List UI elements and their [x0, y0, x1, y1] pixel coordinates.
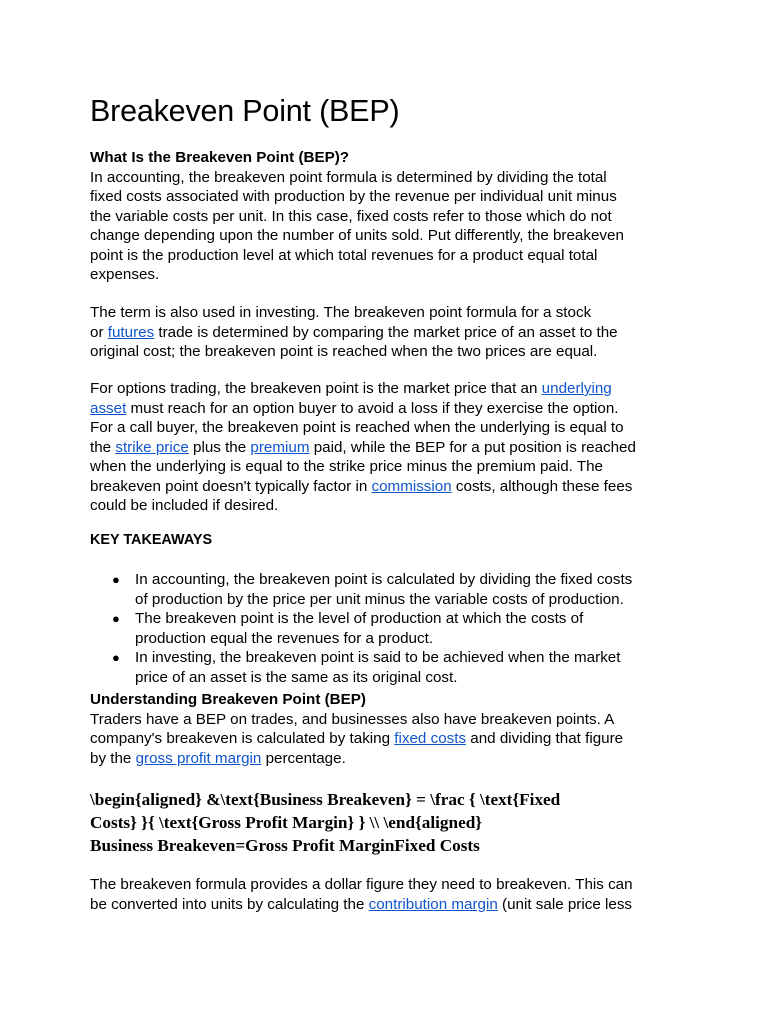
paragraph-line: In accounting, the breakeven point formula is determined by dividing the total: [90, 168, 607, 186]
text-run: costs, although these fees: [451, 477, 633, 495]
key-takeaways-list: [112, 570, 686, 687]
text-run: plus the: [188, 438, 251, 456]
link-strike-price[interactable]: strike price: [115, 438, 189, 456]
list-item-line: production equal the revenues for a product.: [135, 629, 434, 647]
paragraph-line: could be included if desired.: [90, 497, 279, 514]
paragraph-line: For a call buyer, the breakeven point is reached when the underlying is equal to: [90, 419, 624, 436]
text-run: must reach for an option buyer to avoid a loss if they exercise the option.: [126, 399, 619, 417]
paragraph-line: original cost; the breakeven point is reached when the two prices are equal.: [90, 343, 598, 360]
paragraph-investing: [90, 303, 686, 362]
link-commission[interactable]: commission: [371, 477, 452, 495]
paragraph-line: The term is also used in investing. The breakeven point formula for a stock: [90, 304, 592, 321]
key-takeaways-heading: KEY TAKEAWAYS: [90, 532, 213, 548]
text-run: the: [90, 438, 116, 456]
text-run: be converted into units by calculating the: [90, 895, 369, 913]
paragraph-line: expenses.: [90, 266, 160, 283]
list-item: [112, 648, 686, 687]
paragraph-line: [90, 477, 686, 497]
bullet-icon: ●: [112, 611, 120, 626]
list-item: [112, 570, 686, 609]
paragraph-line: [90, 749, 686, 769]
key-takeaways-section: [90, 531, 686, 551]
link-futures[interactable]: futures: [107, 323, 155, 341]
paragraph-breakeven-formula: [90, 875, 686, 914]
formula-block: [90, 788, 690, 857]
link-contribution-margin[interactable]: contribution margin: [368, 895, 498, 913]
text-run: breakeven point doesn't typically factor in: [90, 477, 372, 495]
text-run: trade is determined by comparing the market price of an asset to the: [154, 323, 618, 341]
list-item-line: The breakeven point is the level of production at which the costs of: [135, 610, 584, 627]
list-item-line: of production by the price per unit minus the variable costs of production.: [135, 590, 624, 608]
formula-latex-line: \begin{aligned} &\text{Business Breakeven} = \frac { \text{Fixed: [90, 790, 561, 809]
paragraph-line: fixed costs associated with production by the revenue per individual unit minus: [90, 188, 617, 205]
formula-rendered-line: Business Breakeven=Gross Profit MarginFixed Costs: [90, 836, 480, 855]
text-run: For options trading, the breakeven point is the market price that an: [90, 380, 542, 397]
paragraph-line: [90, 379, 686, 399]
list-item-line: In investing, the breakeven point is said to be achieved when the market: [135, 649, 621, 666]
link-premium[interactable]: premium: [250, 438, 310, 456]
paragraph-options-trading: [90, 379, 686, 516]
link-fixed-costs[interactable]: fixed costs: [394, 730, 467, 747]
paragraph-line: [90, 399, 686, 419]
link-underlying-asset[interactable]: underlying: [541, 380, 612, 397]
text-run: percentage.: [261, 749, 346, 767]
text-run: paid, while the BEP for a put position is reached: [309, 438, 636, 456]
page-title: Breakeven Point (BEP): [90, 94, 400, 128]
paragraph-line: Traders have a BEP on trades, and businesses also have breakeven points. A: [90, 710, 615, 728]
text-run: and dividing that figure: [466, 730, 624, 747]
section-understanding-bep: [90, 690, 686, 768]
paragraph-line: [90, 895, 686, 915]
text-run: by the: [90, 749, 136, 767]
paragraph-line: when the underlying is equal to the strike price minus the premium paid. The: [90, 458, 603, 475]
bullet-icon: ●: [112, 572, 120, 587]
paragraph-line: the variable costs per unit. In this case, fixed costs refer to those which do not: [90, 207, 612, 225]
formula-latex-line: Costs} }{ \text{Gross Profit Margin} } \\ \end{aligned}: [90, 813, 483, 832]
section-what-is-bep: [90, 148, 686, 285]
section-heading: Understanding Breakeven Point (BEP): [90, 691, 366, 708]
list-item-line: price of an asset is the same as its original cost.: [135, 668, 458, 686]
paragraph-line: [90, 438, 686, 458]
paragraph-line: [90, 323, 686, 343]
list-item: [112, 609, 686, 648]
text-run: or: [90, 323, 108, 341]
text-run: (unit sale price less: [497, 895, 633, 913]
paragraph-line: change depending upon the number of units sold. Put differently, the breakeven: [90, 227, 624, 244]
link-gross-profit-margin[interactable]: gross profit margin: [135, 749, 262, 767]
link-underlying-asset-cont[interactable]: asset: [90, 399, 127, 417]
bullet-icon: ●: [112, 650, 120, 665]
paragraph-line: [90, 729, 686, 749]
text-run: company's breakeven is calculated by taking: [90, 730, 395, 747]
section-heading: What Is the Breakeven Point (BEP)?: [90, 149, 350, 166]
paragraph-line: The breakeven formula provides a dollar figure they need to breakeven. This can: [90, 876, 633, 893]
list-item-line: In accounting, the breakeven point is calculated by dividing the fixed costs: [135, 571, 633, 588]
paragraph-line: point is the production level at which total revenues for a product equal total: [90, 246, 598, 264]
